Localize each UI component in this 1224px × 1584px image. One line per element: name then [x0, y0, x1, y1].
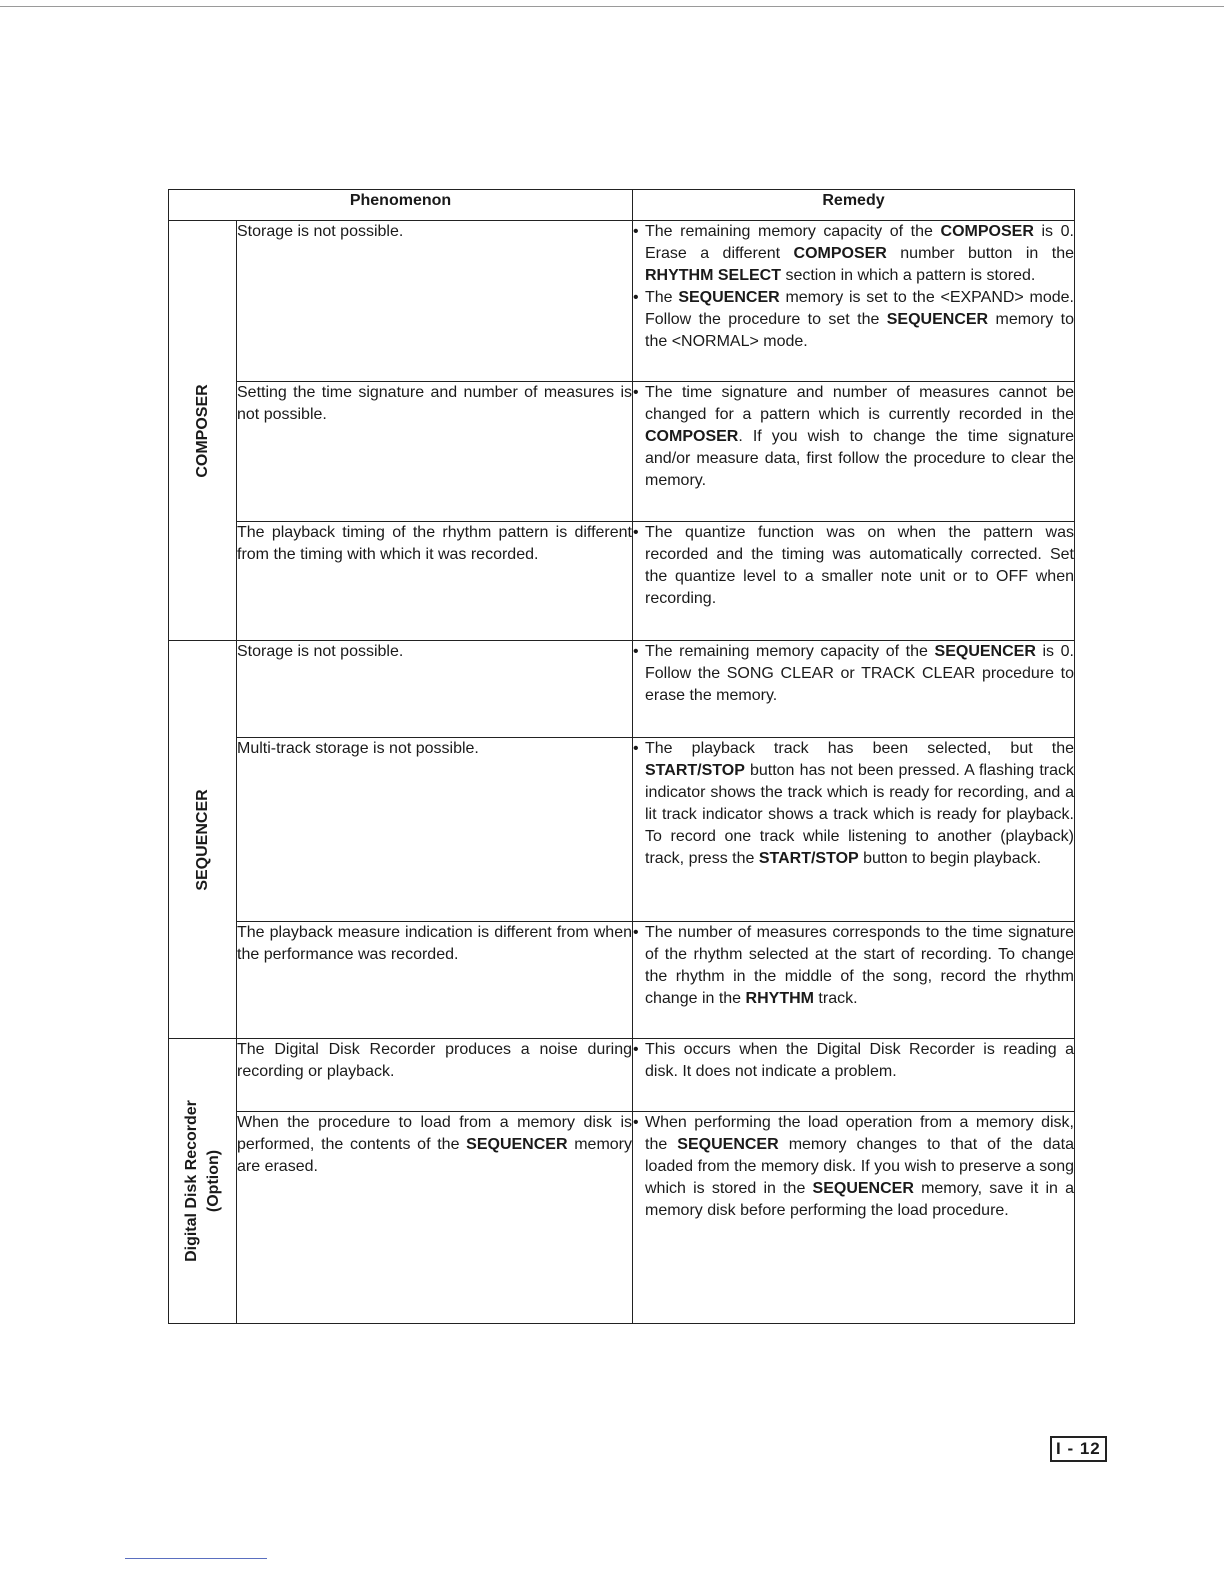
- remedy-cell: [633, 1039, 1075, 1112]
- remedy-item: • When performing the load operation from a memory disk, the SEQUENCER memory changes to that of the data loaded from the memory disk. If you wish to preserve a song which is stored in the SEQUENCER memory, save it in a memory disk before performing the load procedure.: [633, 1112, 1074, 1222]
- phenomenon-header: Phenomenon: [169, 190, 633, 221]
- remedy-cell: [633, 1112, 1075, 1324]
- remedy-item: • The remaining memory capacity of the COMPOSER is 0. Erase a different COMPOSER number button in the RHYTHM SELECT section in which a pattern is stored.: [633, 221, 1074, 287]
- table-header-row: [169, 190, 1075, 221]
- category-cell: [169, 1039, 237, 1324]
- remedy-cell: [633, 738, 1075, 922]
- remedy-item: • The number of measures corresponds to the time signature of the rhythm selected at the start of recording. To change the rhythm in the middle of the song, record the rhythm change in the RHYTHM track.: [633, 922, 1074, 1010]
- remedy-item: • The playback track has been selected, but the START/STOP button has not been pressed. A flashing track indicator shows the track which is ready for recording, and a lit track indicator shows a track which is ready for playback. To record one track while listening to another (playback) track, press the START/STOP button to begin playback.: [633, 738, 1074, 870]
- table-row: [169, 382, 1075, 522]
- bottom-scan-rule: [125, 1558, 267, 1559]
- category-label-line: Digital Disk Recorder: [182, 1100, 200, 1262]
- category-cell: [169, 221, 237, 641]
- remedy-cell: [633, 522, 1075, 641]
- remedy-cell: [633, 382, 1075, 522]
- category-label: [192, 789, 214, 890]
- phenomenon-cell: Storage is not possible.: [237, 221, 633, 382]
- remedy-cell: [633, 641, 1075, 738]
- top-scan-rule: [0, 6, 1224, 7]
- table-body: [169, 221, 1075, 1324]
- remedy-cell: [633, 221, 1075, 382]
- phenomenon-cell: The playback timing of the rhythm pattern is different from the timing with which it was recorded.: [237, 522, 633, 641]
- table-row: [169, 738, 1075, 922]
- phenomenon-cell: The Digital Disk Recorder produces a noise during recording or playback.: [237, 1039, 633, 1112]
- troubleshooting-table: [168, 189, 1075, 1324]
- phenomenon-cell: Storage is not possible.: [237, 641, 633, 738]
- table-row: [169, 522, 1075, 641]
- remedy-item: • The SEQUENCER memory is set to the <EXPAND> mode. Follow the procedure to set the SEQUENCER memory to the <NORMAL> mode.: [633, 287, 1074, 353]
- phenomenon-cell: The playback measure indication is different from when the performance was recorded.: [237, 922, 633, 1039]
- remedy-item: • The time signature and number of measures cannot be changed for a pattern which is currently recorded in the COMPOSER. If you wish to change the time signature and/or measure data, first follow the procedure to clear the memory.: [633, 382, 1074, 492]
- remedy-item: • This occurs when the Digital Disk Recorder is reading a disk. It does not indicate a problem.: [633, 1039, 1074, 1083]
- category-label-line: (Option): [204, 1149, 222, 1213]
- remedy-header: Remedy: [633, 190, 1075, 221]
- table-row: [169, 221, 1075, 382]
- phenomenon-cell: Setting the time signature and number of measures is not possible.: [237, 382, 633, 522]
- table-row: [169, 1039, 1075, 1112]
- remedy-item: • The remaining memory capacity of the SEQUENCER is 0. Follow the SONG CLEAR or TRACK CLEAR procedure to erase the memory.: [633, 641, 1074, 707]
- remedy-item: • The quantize function was on when the pattern was recorded and the timing was automatically corrected. Set the quantize level to a smaller note unit or to OFF when recording.: [633, 522, 1074, 610]
- phenomenon-cell: Multi-track storage is not possible.: [237, 738, 633, 922]
- category-label-line: SEQUENCER: [193, 788, 211, 891]
- remedy-cell: [633, 922, 1075, 1039]
- table-row: [169, 922, 1075, 1039]
- page-number: I - 12: [1050, 1436, 1107, 1462]
- category-label: [192, 384, 214, 477]
- category-cell: [169, 641, 237, 1039]
- table-row: [169, 641, 1075, 738]
- category-label: [181, 1100, 225, 1262]
- category-label-line: COMPOSER: [193, 383, 211, 478]
- phenomenon-cell: When the procedure to load from a memory disk is performed, the contents of the SEQUENCER memory are erased.: [237, 1112, 633, 1324]
- table-row: [169, 1112, 1075, 1324]
